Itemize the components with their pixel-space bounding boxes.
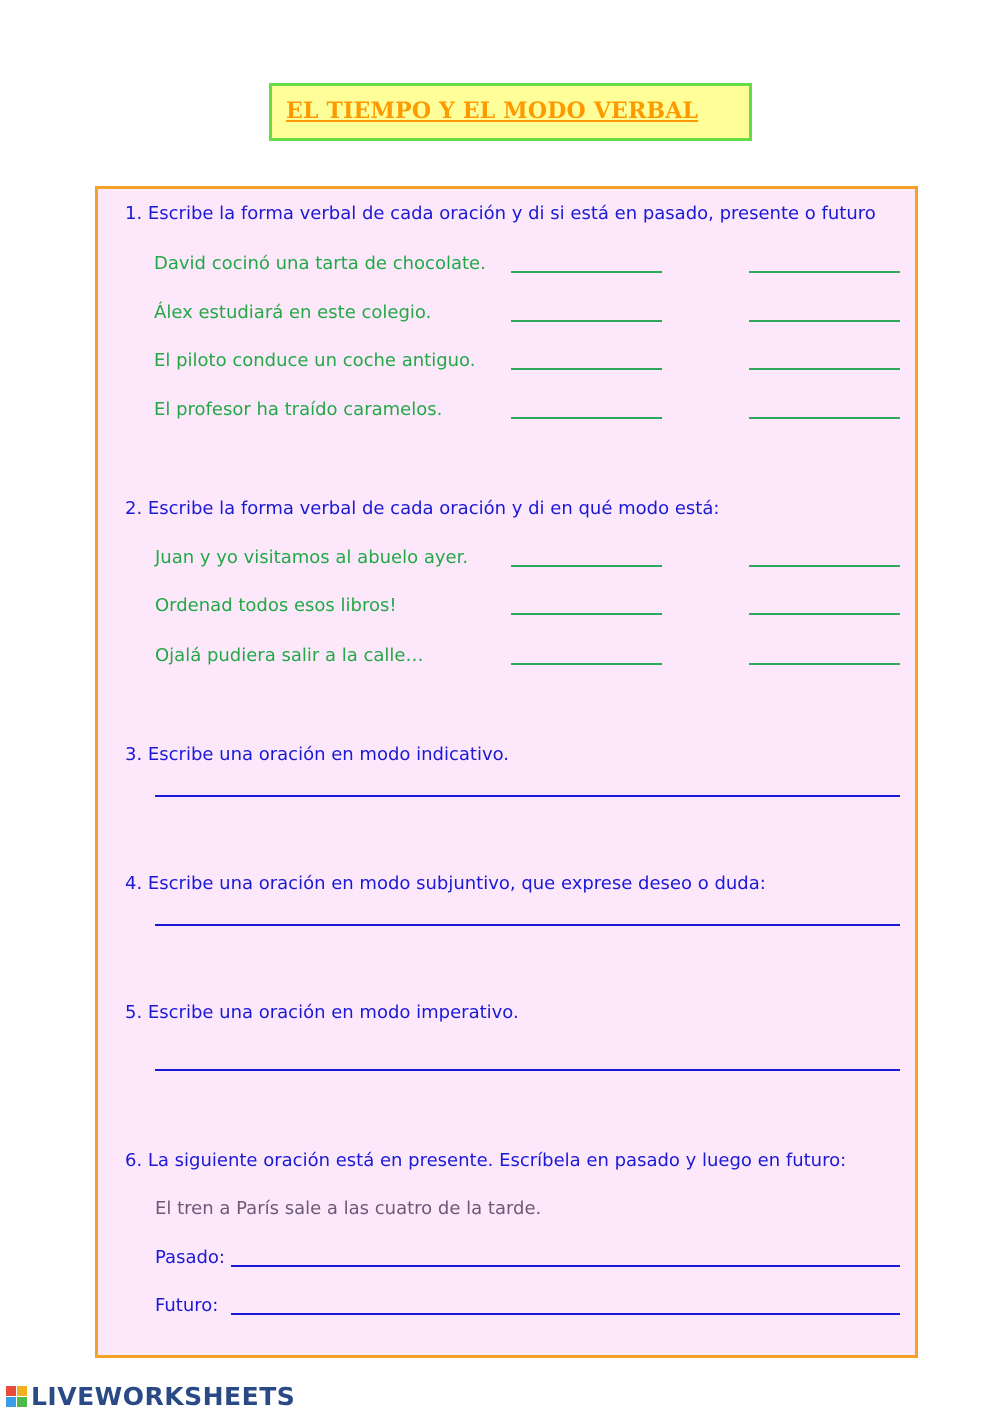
exercise-1-sentence: El piloto conduce un coche antiguo.: [154, 350, 476, 371]
answer-line[interactable]: [155, 924, 900, 926]
verb-blank[interactable]: [511, 565, 662, 567]
tense-blank[interactable]: [749, 417, 900, 419]
exercise-1-sentence: David cocinó una tarta de chocolate.: [154, 253, 486, 274]
answer-line[interactable]: [155, 1069, 900, 1071]
tense-blank[interactable]: [749, 320, 900, 322]
exercise-1-sentence: Álex estudiará en este colegio.: [154, 302, 432, 323]
exercise-2-sentence: Ordenad todos esos libros!: [155, 595, 397, 616]
future-answer-line[interactable]: [231, 1313, 900, 1315]
mood-blank[interactable]: [749, 663, 900, 665]
verb-blank[interactable]: [511, 320, 662, 322]
mood-blank[interactable]: [749, 613, 900, 615]
exercise-6-sentence: El tren a París sale a las cuatro de la tarde.: [155, 1198, 542, 1219]
answer-line[interactable]: [155, 795, 900, 797]
exercise-1-instruction: 1. Escribe la forma verbal de cada oración y di si está en pasado, presente o futuro: [125, 203, 876, 224]
verb-blank[interactable]: [511, 417, 662, 419]
verb-blank[interactable]: [511, 271, 662, 273]
exercise-2-instruction: 2. Escribe la forma verbal de cada oración y di en qué modo está:: [125, 498, 720, 519]
verb-blank[interactable]: [511, 663, 662, 665]
verb-blank[interactable]: [511, 613, 662, 615]
past-label: Pasado:: [155, 1247, 225, 1268]
liveworksheets-logo: [6, 1381, 295, 1411]
past-answer-line[interactable]: [231, 1265, 900, 1267]
future-label: Futuro:: [155, 1295, 219, 1316]
exercise-1-sentence: El profesor ha traído caramelos.: [154, 399, 443, 420]
exercise-5-instruction: 5. Escribe una oración en modo imperativo.: [125, 1002, 519, 1023]
exercise-3-instruction: 3. Escribe una oración en modo indicativo.: [125, 744, 510, 765]
worksheet-title: EL TIEMPO Y EL MODO VERBAL: [286, 98, 699, 124]
exercise-6-instruction: 6. La siguiente oración está en presente. Escríbela en pasado y luego en futuro:: [125, 1150, 847, 1171]
logo-squares-icon: [6, 1386, 27, 1407]
logo-text: LIVEWORKSHEETS: [31, 1381, 296, 1411]
tense-blank[interactable]: [749, 368, 900, 370]
title-box: [269, 83, 752, 141]
tense-blank[interactable]: [749, 271, 900, 273]
exercise-2-sentence: Juan y yo visitamos al abuelo ayer.: [155, 547, 469, 568]
mood-blank[interactable]: [749, 565, 900, 567]
verb-blank[interactable]: [511, 368, 662, 370]
exercise-2-sentence: Ojalá pudiera salir a la calle…: [155, 645, 424, 666]
exercise-4-instruction: 4. Escribe una oración en modo subjuntivo, que exprese deseo o duda:: [125, 873, 766, 894]
